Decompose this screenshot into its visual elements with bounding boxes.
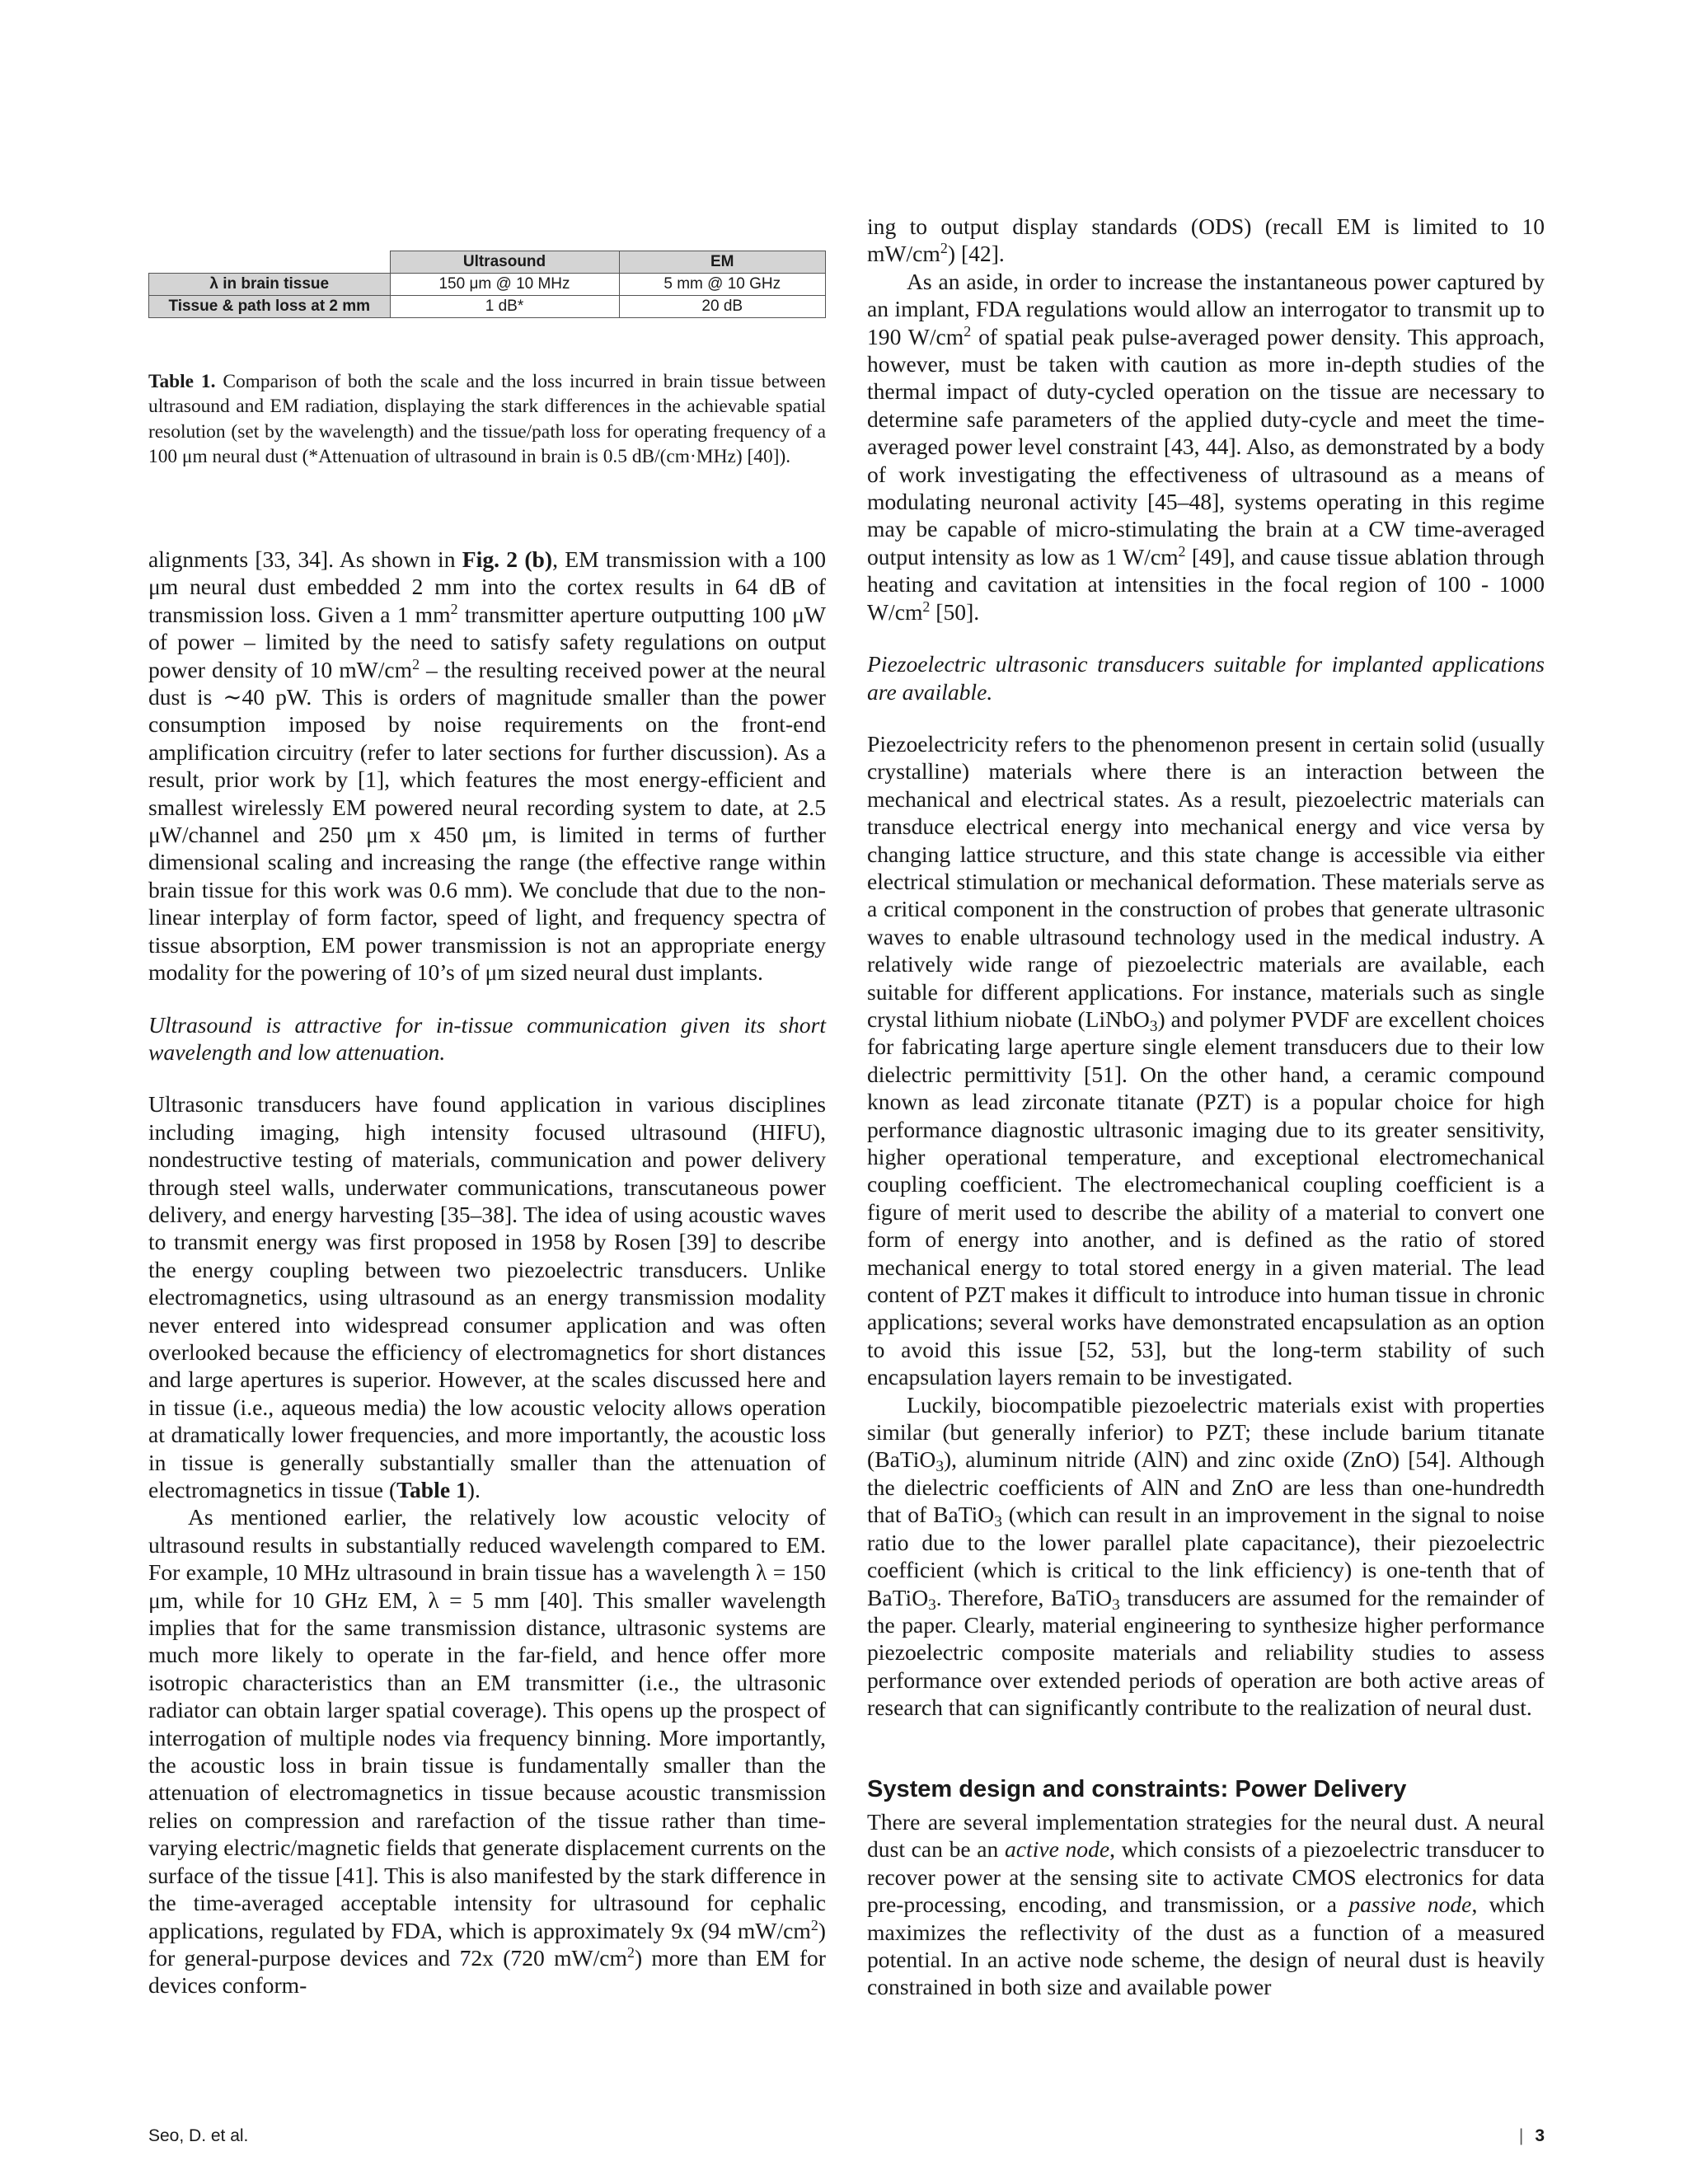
table-reference: Table 1 bbox=[396, 1477, 467, 1502]
paragraph: ing to output display standards (ODS) (recall EM is limited to 10 $mW/cm^2$) [42]. bbox=[867, 213, 1545, 267]
section-heading: System design and constraints: Power Delivery bbox=[867, 1775, 1407, 1802]
emphasis: active node bbox=[1004, 1836, 1110, 1863]
paragraph: Luckily, biocompatible piezoelectric materials exist with properties similar (but generally inferior) to PZT; these include barium titanate (BaTiO$_3$), aluminum nitride (AlN) and zinc oxide (ZnO) [54]. Although the dielectric coefficients of AlN and ZnO are less than one-hundredth that of BaTiO$_3$ (which can result in an improvement in the signal to noise ratio due to the lower parallel plate capacitance), their piezoelectric coefficient (which is critical to the link efficiency) is one-tenth that of BaTiO$_3$. Therefore, BaTiO$_3$ transducers are assumed for the remainder of the paper. Clearly, material engineering to synthesize higher performance piezoelectric composite materials and reliability studies to assess performance over extended periods of operation are both active areas of research that can significantly contribute to the realization of neural dust. bbox=[867, 1391, 1545, 1721]
table-row bbox=[149, 274, 826, 296]
table-cell: 5 mm @ 10 GHz bbox=[619, 274, 826, 296]
footer-page bbox=[1519, 2126, 1545, 2146]
table-row-label: Tissue & path loss at 2 mm bbox=[149, 296, 391, 318]
table-cell: 1 dB* bbox=[390, 296, 619, 318]
table-row-label: λ in brain tissue bbox=[149, 274, 391, 296]
table-header-row bbox=[149, 251, 826, 274]
paragraph: Ultrasonic transducers have found application in various disciplines including imaging, high intensity focused ultrasound (HIFU), nondestructive testing of materials, communication and power delivery through steel walls, underwater communications, transcutaneous power delivery, and energy harvesting [35–38]. The idea of using acoustic waves to transmit energy was first proposed in 1958 by Rosen [39] to describe the energy coupling between two piezoelectric transducers. Unlike electromagnetics, using ultrasound as an energy transmission modality never entered into widespread consumer application and was often overlooked because the efficiency of electromagnetics for short distances and large apertures is superior. However, at the scales discussed here and in tissue (i.e., aqueous media) the low acoustic velocity allows operation at dramatically lower frequencies, and more importantly, the acoustic loss in tissue is generally substantially smaller than the attenuation of electromagnetics in tissue (Table 1). bbox=[148, 1091, 826, 1502]
italic-subheading: Piezoelectric ultrasonic transducers suitable for implanted applications are available. bbox=[867, 651, 1545, 705]
footer-separator: | bbox=[1518, 2126, 1524, 2145]
table-row bbox=[149, 296, 826, 318]
table-header-em: EM bbox=[619, 251, 826, 274]
paragraph: alignments [33, 34]. As shown in Fig. 2 (b), EM transmission with a 100 μm neural dust embedded 2 mm into the cortex results in 64 dB of transmission loss. Given a 1 $mm^2$ transmitter aperture outputting 100 μW of power – limited by the need to satisfy safety regulations on output power density of 10 $mW/cm^2$ – the resulting received power at the neural dust is ∼40 pW. This is orders of magnitude smaller than the power consumption imposed by noise requirements on the front-end amplification circuitry (refer to later sections for further discussion). As a result, prior work by [1], which features the most energy-efficient and smallest wirelessly EM powered neural recording system to date, at 2.5 μW/channel and 250 μm x 450 μm, is limited in terms of further dimensional scaling and increasing the range (the effective range within brain tissue for this work was 0.6 mm). We conclude that due to the non-linear interplay of form factor, speed of light, and frequency spectra of tissue absorption, EM power transmission is not an appropriate energy modality for the powering of 10’s of μm sized neural dust implants. bbox=[148, 546, 826, 986]
table-caption-label: Table 1. bbox=[148, 371, 216, 392]
paragraph: Piezoelectricity refers to the phenomenon present in certain solid (usually crystalline) materials where there is an interaction between the mechanical and electrical states. As a result, piezoelectric materials can transduce electrical energy into mechanical energy and vice versa by changing lattice structure, and this state change is accessible via either electrical stimulation or mechanical deformation. These materials serve as a critical component in the construction of probes that generate ultrasonic waves to enable ultrasound technology used in the medical industry. A relatively wide range of piezoelectric materials are available, each suitable for different applications. For instance, materials such as single crystal lithium niobate (LiNbO$_3$) and polymer PVDF are excellent choices for fabricating large aperture single element transducers due to their low dielectric permittivity [51]. On the other hand, a ceramic compound known as lead zirconate titanate (PZT) is a popular choice for high performance diagnostic ultrasonic imaging due to its greater sensitivity, higher operational temperature, and exceptional electromechanical coupling coefficient. The electromechanical coupling coefficient is a figure of merit used to describe the ability of a material to convert one form of energy into another, and is defined as the ratio of stored mechanical energy to total stored energy in a given material. The lead content of PZT makes it difficult to introduce into human tissue in chronic applications; several works have demonstrated encapsulation as an option to avoid this issue [52, 53], but the long-term stability of such encapsulation layers remain to be investigated. bbox=[867, 730, 1545, 1390]
right-column bbox=[867, 213, 1545, 2001]
paragraph: As mentioned earlier, the relatively low acoustic velocity of ultrasound results in substantially reduced wavelength compared to EM. For example, 10 MHz ultrasound in brain tissue has a wavelength λ = 150 μm, while for 10 GHz EM, λ = 5 mm [40]. This smaller wavelength implies that for the same transmission distance, ultrasonic systems are much more likely to operate in the far-field, and hence offer more isotropic characteristics than an EM transmitter (i.e., the ultrasonic radiator can obtain larger spatial coverage). This opens up the prospect of interrogation of multiple nodes via frequency binning. More importantly, the acoustic loss in brain tissue is fundamentally smaller than the attenuation of electromagnetics in tissue because acoustic transmission relies on compression and rarefaction of the tissue rather than time-varying electric/magnetic fields that generate displacement currents on the surface of the tissue [41]. This is also manifested by the stark difference in the time-averaged acceptable intensity for ultrasound for cephalic applications, regulated by FDA, which is approximately 9x (94 $mW/cm^2$) for general-purpose devices and 72x (720 $mW/cm^2$) more than EM for devices conform- bbox=[148, 1504, 826, 1999]
paragraph: There are several implementation strategies for the neural dust. A neural dust can be an active node, which consists of a piezoelectric transducer to recover power at the sensing site to activate CMOS electronics for data pre-processing, encoding, and transmission, or a passive node, which maximizes the reflectivity of the dust as a function of a measured potential. In an active node scheme, the design of neural dust is heavily constrained in both size and available power bbox=[867, 1808, 1545, 2000]
table-header-ultrasound: Ultrasound bbox=[390, 251, 619, 274]
footer-author: Seo, D. et al. bbox=[148, 2126, 249, 2145]
table-caption bbox=[148, 369, 826, 470]
italic-subheading: Ultrasound is attractive for in-tissue communication given its short wavelength and low attenuation. bbox=[148, 1011, 826, 1065]
figure-reference: Fig. 2 (b) bbox=[462, 546, 553, 572]
comparison-table-container bbox=[148, 251, 826, 318]
left-column bbox=[148, 546, 826, 1999]
comparison-table bbox=[148, 251, 826, 318]
emphasis: passive node bbox=[1348, 1891, 1472, 1918]
table-caption-text: Comparison of both the scale and the loss incurred in brain tissue between ultrasound and EM radiation, displaying the stark differences in the achievable spatial resolution (set by the wavelength) and the tissue/path loss for operating frequency of a 100 μm neural dust (*Attenuation of ultrasound in brain is 0.5 dB/(cm·MHz) [40]). bbox=[148, 371, 826, 468]
table-cell: 20 dB bbox=[619, 296, 826, 318]
page-number: 3 bbox=[1535, 2126, 1545, 2145]
table-cell: 150 μm @ 10 MHz bbox=[390, 274, 619, 296]
table-corner-cell bbox=[149, 251, 391, 274]
paragraph: As an aside, in order to increase the instantaneous power captured by an implant, FDA regulations would allow an interrogator to transmit up to 190 $W/cm^2$ of spatial peak pulse-averaged power density. This approach, however, must be taken with caution as more in-depth studies of the thermal impact of duty-cycled operation on the tissue are necessary to determine safe parameters of the applied duty-cycle and meet the time-averaged power level constraint [43, 44]. Also, as demonstrated by a body of work investigating the effectiveness of ultrasound as a means of modulating neuronal activity [45–48], systems operating in this regime may be capable of micro-stimulating the brain at a CW time-averaged output intensity as low as 1 $W/cm^2$ [49], and cause tissue ablation through heating and cavitation at intensities in the focal region of 100 - 1000 $W/cm^2$ [50]. bbox=[867, 268, 1545, 625]
